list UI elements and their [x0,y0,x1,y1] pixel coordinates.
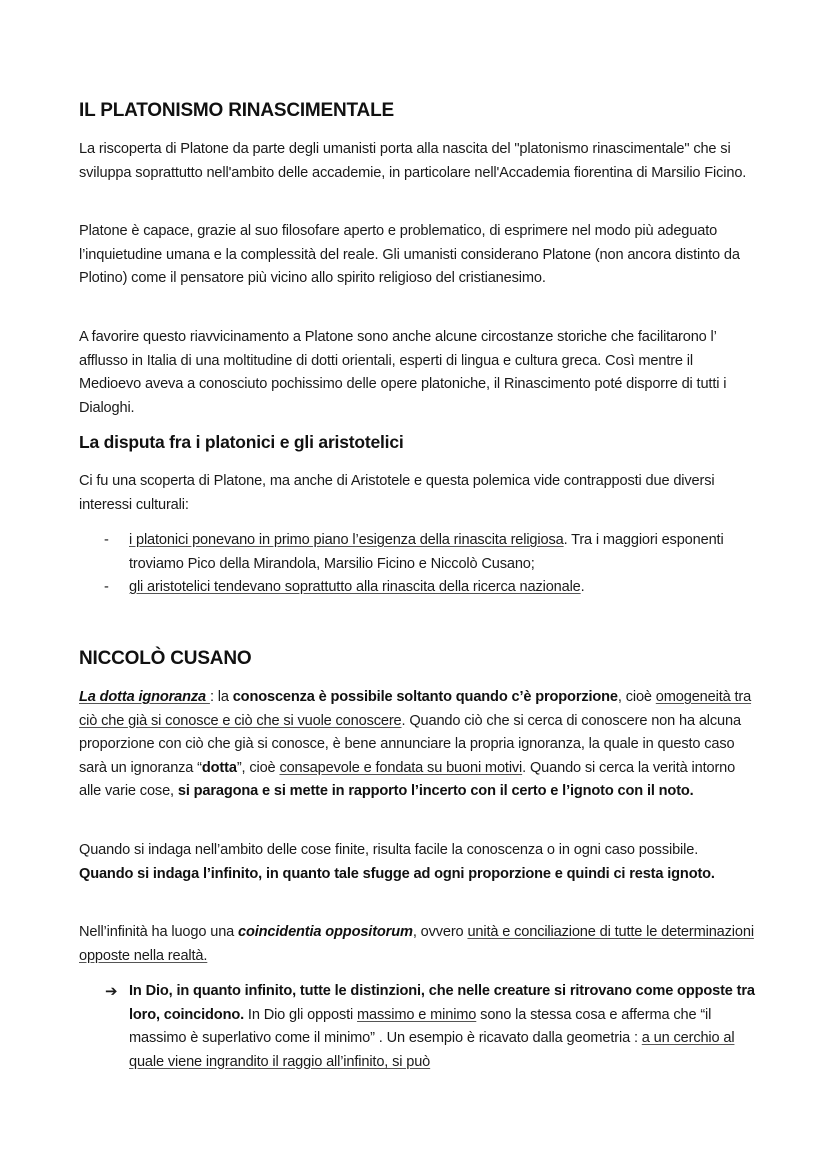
paragraph-dotta-ignoranza [79,686,754,804]
dash-bullet-icon: - [104,579,109,595]
section-title-platonismo: IL PLATONISMO RINASCIMENTALE [79,100,394,121]
arrow-list-item-dio [105,980,769,1074]
text-span: Quando si indaga nell’ambito delle cose finite, risulta facile la conoscenza o in ogni caso possibile. [79,842,699,858]
list-item-aristotelici [79,576,759,600]
disputa-list [79,529,759,600]
text-span: ”, cioè [236,759,280,776]
paragraph-platonismo-intro: La riscoperta di Platone da parte degli umanisti porta alla nascita del "platonismo rinascimentale" che si sviluppa soprattutto nell'ambito delle accademie, in particolare nell'Accademia fiorentina di Marsilio Ficino. [79,141,747,181]
underlined-text: consapevole e fondata su buoni motivi [279,759,523,776]
bold-italic-term: coincidentia oppositorum [238,924,413,940]
subsection-title-disputa: La disputa fra i platonici e gli aristotelici [79,432,404,452]
paragraph-platone-capace: Platone è capace, grazie al suo filosofare aperto e problematico, di esprimere nel modo più adeguato l’inquietudine umana e la complessità del reale. Gli umanisti considerano Platone (non ancora distinto da Plotino) come il pensatore più vicino allo spirito religioso del cristianesimo. [79,223,740,286]
arrow-right-icon: ➔ [105,983,118,1000]
underlined-text: a un cerchio al quale viene ingrandito il raggio all’infinito, si può [129,1030,735,1070]
bold-span: conoscenza è possibile soltanto quando c’è proporzione [232,689,618,705]
text-span: , ovvero [412,924,468,940]
list-item-text: . [580,579,585,595]
paragraph-coincidentia [79,921,754,968]
underlined-text: i platonici ponevano in primo piano l’esigenza della rinascita religiosa [129,532,564,548]
text-span: . Quando si cerca la verità intorno alle varie cose, [79,759,736,799]
paragraph-riavvicinamento: A favorire questo riavvicinamento a Platone sono anche alcune circostanze storiche che facilitarono l’ afflusso in Italia di una moltitudine di dotti orientali, esperti di lingua e cultura greca. Così mentre il Medioevo aveva a conosciuto pochissimo delle opere platoniche, il Rinascimento poté disporre di tutti i Dialoghi. [79,329,727,416]
bold-span: Quando si indaga l’infinito, in quanto tale sfugge ad ogni proporzione e quindi ci resta ignoto. [79,865,715,882]
paragraph-disputa-intro: Ci fu una scoperta di Platone, ma anche di Aristotele e questa polemica vide contrapposti due diversi interessi culturali: [79,473,715,513]
text-span: , cioè [617,689,656,705]
underlined-text: unità e conciliazione di tutte le determinazioni opposte nella realtà. [79,924,754,964]
text-span: Nell’infinità ha luogo una [79,924,239,940]
dash-bullet-icon: - [104,532,109,548]
bold-span: In Dio, in quanto infinito, tutte le distinzioni, che nelle creature si ritrovano come opposte tra loro, coincidono. [129,983,755,1023]
text-span: In Dio gli opposti [244,1006,358,1023]
text-span: sono la stessa cosa e afferma che “il massimo è superlativo come il minimo” . Un esempio è ricavato dalla geometria : [129,1006,712,1046]
text-span: . Quando ciò che si cerca di conoscere non ha alcuna proporzione con ciò che già si conosce, è bene annunciare la propria ignoranza, la quale in questo caso sarà un ignoranza “ [79,712,741,776]
section-title-cusano: NICCOLÒ CUSANO [79,648,252,669]
paragraph-infinito [79,839,754,886]
bold-span: dotta [201,759,237,776]
underlined-text: gli aristotelici tendevano soprattutto alla rinascita della ricerca nazionale [129,579,581,595]
list-item-text: . Tra i maggiori esponenti troviamo Pico della Mirandola, Marsilio Ficino e Niccolò Cusano; [129,532,724,572]
list-item-platonici [79,529,759,576]
term-dotta-ignoranza: La dotta ignoranza [79,689,210,705]
bold-span: si paragona e si mette in rapporto l’incerto con il certo e l’ignoto con il noto. [177,783,694,799]
underlined-text: massimo e minimo [357,1006,477,1023]
underlined-text: omogeneità tra ciò che già si conosce e ciò che si vuole conoscere [79,689,752,729]
text-span: : la [209,689,233,705]
